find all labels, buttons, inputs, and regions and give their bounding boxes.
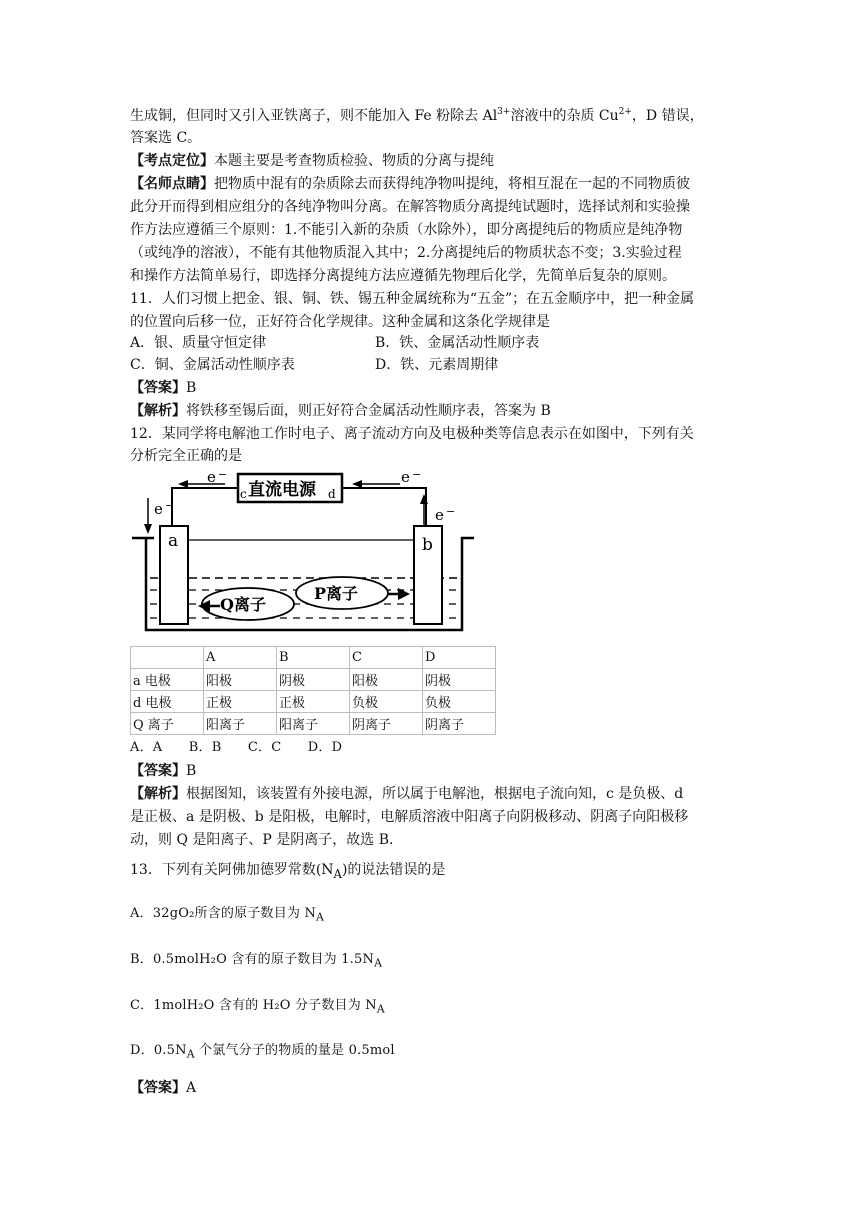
q13-answer: 【答案】A bbox=[130, 1080, 197, 1096]
q12-stem-2: 分析完全正确的是 bbox=[130, 448, 242, 464]
q11-option-a: A．银、质量守恒定律 bbox=[130, 335, 267, 351]
q13-option-a: A．32gO₂所含的原子数目为 $N_A$ bbox=[130, 906, 325, 924]
power-source-label: 直流电源 bbox=[248, 480, 316, 500]
svg-text:−: − bbox=[165, 499, 175, 512]
q11-answer: 【答案】B bbox=[130, 380, 197, 396]
table-row: Q 离子 阳离子 阳离子 阴离子 阴离子 bbox=[131, 713, 496, 735]
svg-text:−: − bbox=[218, 470, 228, 481]
electrode-a-label: a bbox=[168, 531, 179, 551]
table-header-row: A B C D bbox=[131, 647, 496, 669]
teacher-note-tag: 【名师点睛】 bbox=[130, 176, 214, 192]
teacher-note-line: 【名师点睛】把物质中混有的杂质除去而获得纯净物叫提纯，将相互混在一起的不同物质彼 bbox=[130, 176, 690, 192]
wire-left bbox=[172, 488, 238, 528]
q11-option-b: B．铁、金属活动性顺序表 bbox=[375, 335, 540, 351]
q11-analysis: 【解析】将铁移至锡后面，则正好符合金属活动性顺序表，答案为 B bbox=[130, 403, 551, 419]
q13-option-d: D．$0.5N_A$ 个氯气分子的物质的量是 0.5mol bbox=[130, 1043, 395, 1061]
q12-answer: 【答案】B bbox=[130, 763, 197, 779]
q12-analysis-1: 【解析】根据图知，该装置有外接电源，所以属于电解池，根据电子流向知，c 是负极、d bbox=[130, 786, 684, 802]
q11-option-d: D．铁、元素周期律 bbox=[375, 357, 499, 373]
q12-options: A．A B．B C．C D．D bbox=[130, 740, 343, 755]
wire-right bbox=[342, 488, 426, 528]
q12-options-table bbox=[130, 646, 496, 735]
exam-point-line: 【考点定位】本题主要是考查物质检验、物质的分离与提纯 bbox=[130, 153, 494, 169]
electron-label-left: e bbox=[154, 500, 163, 518]
q12-analysis-2: 是正极、a 是阴极、b 是阳极，电解时，电解质溶液中阳离子向阴极移动、阴离子向阳极移 bbox=[130, 809, 689, 825]
svg-text:−: − bbox=[446, 505, 456, 518]
text-line-6: 作方法应遵循三个原则：1.不能引入新的杂质（水除外），即分离提纯后的物质应是纯净物 bbox=[130, 222, 683, 238]
text-line-2: 答案选 C。 bbox=[130, 130, 202, 146]
text-line-7: （或纯净的溶液），不能有其他物质混入其中；2.分离提纯后的物质状态不变；3.实验过程 bbox=[130, 245, 682, 261]
q13-stem: 13．下列有关阿佛加德罗常数$(N_A)$的说法错误的是 bbox=[130, 862, 446, 881]
electron-label-top-right: e bbox=[401, 470, 410, 486]
q11-stem-1: 11．人们习惯上把金、银、铜、铁、锡五种金属统称为“五金”；在五金顺序中，把一种金属 bbox=[130, 291, 695, 307]
terminal-d-label: d bbox=[328, 487, 336, 501]
terminal-c-label: c bbox=[240, 487, 247, 501]
q12-stem-1: 12．某同学将电解池工作时电子、离子流动方向及电极种类等信息表示在如图中，下列有关 bbox=[130, 426, 694, 442]
text-line-8: 和操作方法简单易行，即选择分离提纯方法应遵循先物理后化学，先简单后复杂的原则。 bbox=[130, 268, 676, 284]
arrowhead-top-left bbox=[178, 480, 188, 488]
q11-option-c: C．铜、金属活动性顺序表 bbox=[130, 357, 295, 373]
electron-label-right: e bbox=[435, 506, 444, 524]
arrowhead-top-right bbox=[352, 480, 362, 488]
table-row: a 电极 阳极 阴极 阳极 阴极 bbox=[131, 669, 496, 691]
electron-label-top-left: e bbox=[207, 470, 216, 486]
text-line-5: 此分开而得到相应组分的各纯净物叫分离。在解答物质分离提纯试题时，选择试剂和实验操 bbox=[130, 199, 690, 215]
svg-text:−: − bbox=[412, 470, 422, 481]
text-line-1: 生成铜，但同时又引入亚铁离子，则不能加入 Fe 粉除去 $Al^{3+}$溶液中的杂质 $Cu^{2+}$，D 错误， bbox=[130, 107, 704, 124]
p-ion-label: P离子 bbox=[314, 584, 359, 603]
exam-point-tag: 【考点定位】 bbox=[130, 153, 214, 169]
electrolysis-diagram bbox=[130, 470, 475, 642]
q13-option-b: B．0.5molH₂O 含有的原子数目为 $1.5N_A$ bbox=[130, 952, 383, 970]
table-row: d 电极 正极 正极 负极 负极 bbox=[131, 691, 496, 713]
q11-stem-2: 的位置向后移一位，正好符合化学规律。这种金属和这条化学规律是 bbox=[130, 314, 550, 330]
q-ion-label: Q离子 bbox=[220, 595, 266, 614]
electrode-b-label: b bbox=[422, 535, 433, 555]
q13-option-c: C．1molH₂O 含有的 H₂O 分子数目为 $N_A$ bbox=[130, 998, 385, 1016]
q12-analysis-3: 动，则 Q 是阳离子、P 是阴离子，故选 B. bbox=[130, 832, 394, 848]
